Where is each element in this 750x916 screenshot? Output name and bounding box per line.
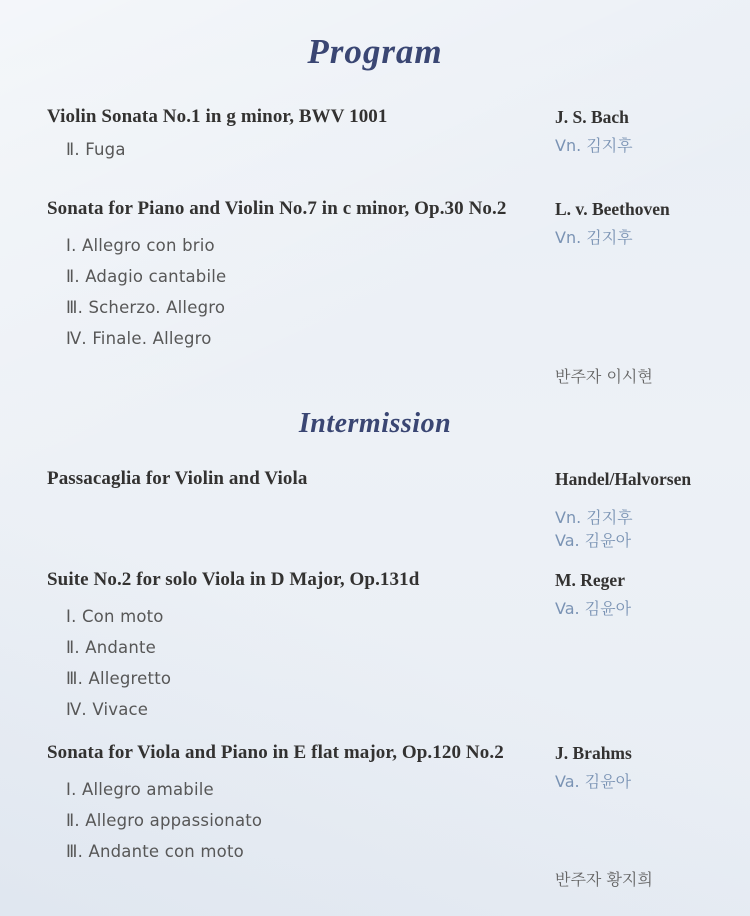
movement: Ⅲ. Andante con moto (66, 842, 244, 861)
performer: Vn. 김지후 (555, 228, 633, 247)
movement: Ⅲ. Allegretto (66, 669, 172, 688)
accompanist-row (47, 366, 703, 388)
piece-info (47, 466, 555, 492)
movement: Ⅱ. Fuga (66, 140, 126, 159)
credits (555, 196, 703, 249)
performer: Vn. 김지후 (555, 136, 633, 155)
movement-list (47, 601, 545, 725)
credits (555, 466, 703, 552)
program-item-beethoven (47, 196, 703, 354)
movement: Ⅱ. Andante (66, 638, 157, 657)
movement: Ⅱ. Adagio cantabile (66, 267, 227, 286)
performer: Va. 김윤아 (555, 531, 632, 550)
performer: Vn. 김지후 (555, 508, 633, 527)
performer-list (555, 226, 703, 249)
movement-list (47, 230, 545, 354)
movement-list (47, 138, 545, 162)
page-title: Program (307, 32, 443, 71)
movement: Ⅱ. Allegro appassionato (66, 811, 263, 830)
performer: Va. 김윤아 (555, 599, 632, 618)
credits (555, 567, 703, 620)
program-item-bach (47, 104, 703, 162)
piece-title: Sonata for Piano and Violin No.7 in c minor, Op.30 No.2 (47, 198, 507, 219)
accompanist-name: 반주자 이시현 (555, 367, 653, 386)
credits (555, 104, 703, 157)
composer-name: J. S. Bach (555, 107, 629, 127)
performer: Va. 김윤아 (555, 772, 632, 791)
performer-list (555, 597, 703, 620)
movement: Ⅰ. Allegro amabile (66, 780, 214, 799)
performer-list (555, 134, 703, 157)
piece-info (47, 567, 555, 725)
intermission-title: Intermission (298, 408, 452, 439)
movement: Ⅰ. Con moto (66, 607, 164, 626)
composer-name: Handel/Halvorsen (555, 469, 692, 489)
program-item-passacaglia (47, 466, 703, 567)
composer-name: M. Reger (555, 570, 625, 590)
performer-list (555, 506, 703, 552)
composer-name: J. Brahms (555, 743, 632, 763)
piece-title: Passacaglia for Violin and Viola (47, 468, 308, 489)
piece-info (47, 196, 555, 354)
movement: Ⅳ. Finale. Allegro (66, 329, 212, 348)
accompanist-name: 반주자 황지희 (555, 870, 653, 889)
movement: Ⅳ. Vivace (66, 700, 149, 719)
movement: Ⅲ. Scherzo. Allegro (66, 298, 226, 317)
piece-title: Sonata for Viola and Piano in E flat major, Op.120 No.2 (47, 742, 504, 763)
piece-title: Suite No.2 for solo Viola in D Major, Op.131d (47, 569, 420, 590)
piece-info (47, 740, 555, 867)
performer-list (555, 770, 703, 793)
piece-title: Violin Sonata No.1 in g minor, BWV 1001 (47, 106, 388, 127)
piece-info (47, 104, 555, 162)
accompanist-slot (555, 366, 703, 388)
movement-list (47, 774, 545, 867)
credits (555, 740, 703, 793)
program-item-reger (47, 567, 703, 725)
movement: Ⅰ. Allegro con brio (66, 236, 215, 255)
accompanist-slot (555, 869, 703, 891)
accompanist-row (47, 869, 703, 891)
program-item-brahms (47, 740, 703, 867)
composer-name: L. v. Beethoven (555, 199, 670, 219)
